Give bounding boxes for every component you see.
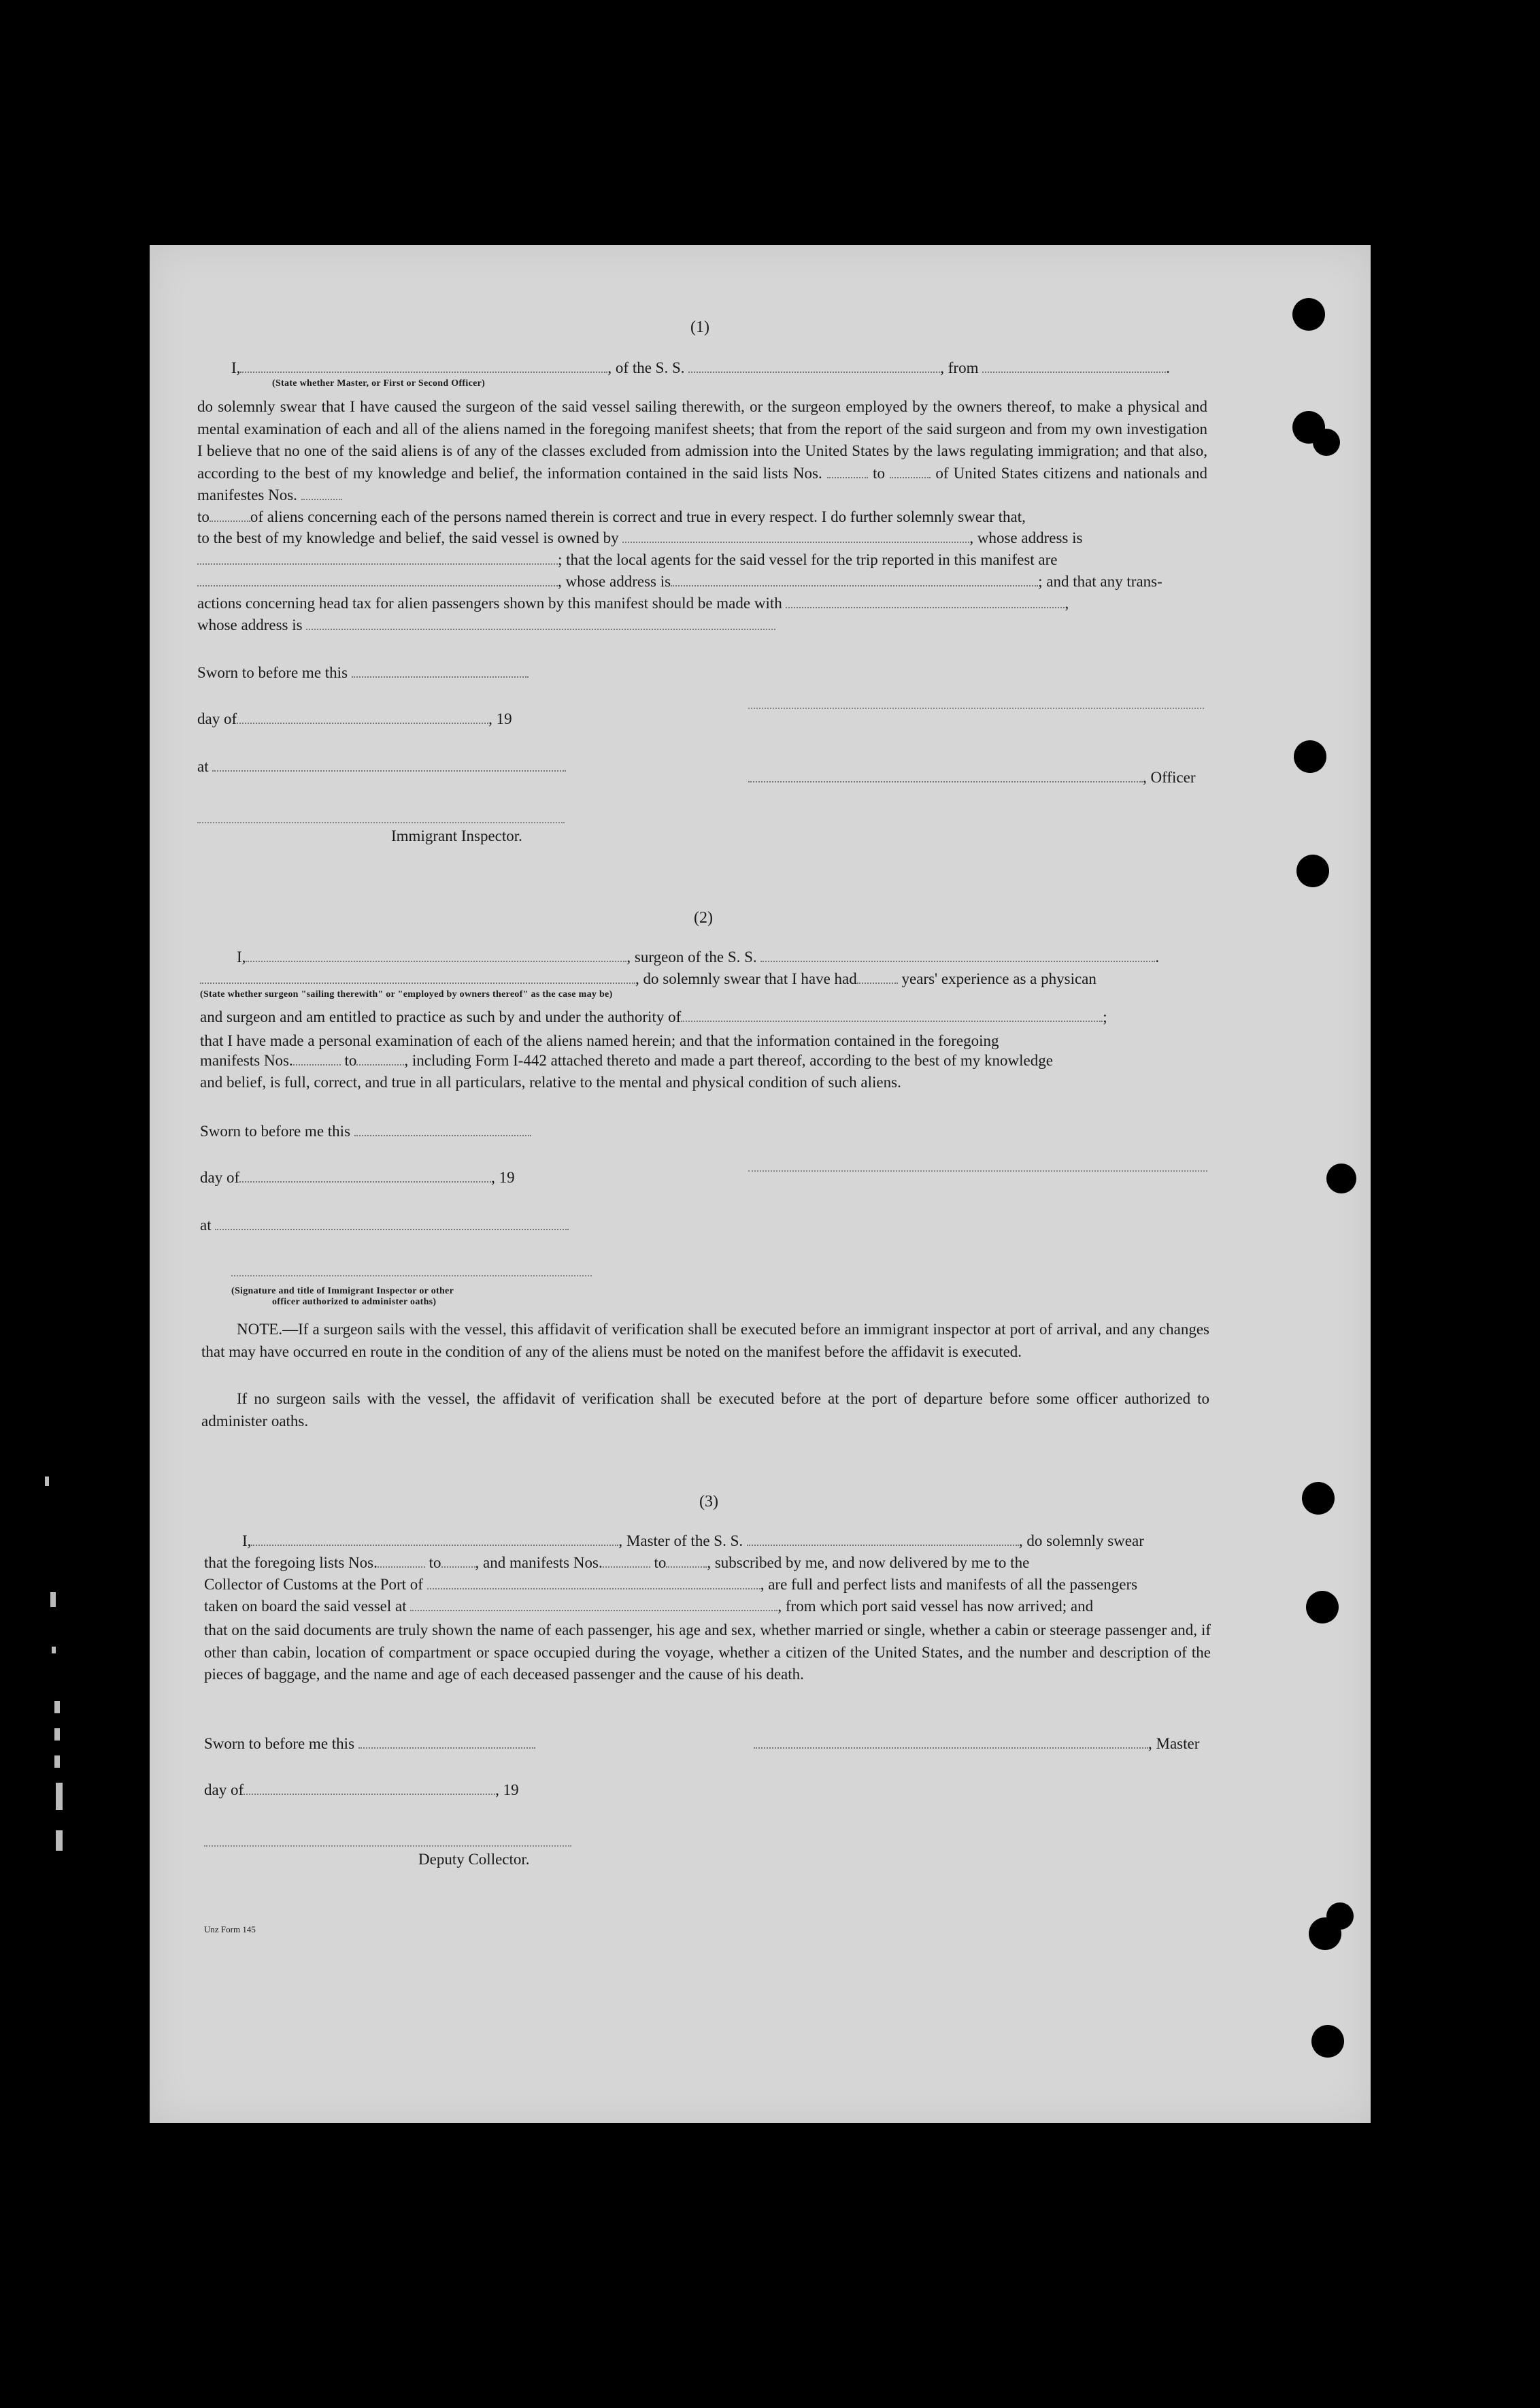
s2-inspector-line xyxy=(231,1275,592,1276)
s2-manifests: manifests Nos. to , including Form I-442 attached thereto and made a part thereof, according to the best of my knowledge xyxy=(200,1052,1053,1069)
s2-at: at xyxy=(200,1217,569,1234)
s1-at: at xyxy=(197,758,566,776)
s1-caption: (State whether Master, or First or Second Officer) xyxy=(272,378,486,389)
s2-sig-line xyxy=(748,1170,1207,1172)
binder-hole-6 xyxy=(1326,1164,1356,1193)
binder-hole-1 xyxy=(1292,298,1325,331)
s3-taken: taken on board the said vessel at , from which port said vessel has now arrived; and xyxy=(204,1598,1094,1615)
binder-hole-11 xyxy=(1311,2025,1344,2058)
s1-sig-line-1 xyxy=(748,708,1204,709)
s1-line1: I, , of the S. S. , from . xyxy=(231,359,1170,376)
s1-owned: to the best of my knowledge and belief, the said vessel is owned by , whose address is xyxy=(197,529,1083,546)
binder-hole-4 xyxy=(1294,740,1326,773)
s1-address3: whose address is xyxy=(197,616,775,634)
s1-inspector: Immigrant Inspector. xyxy=(391,827,522,844)
binder-hole-8 xyxy=(1306,1591,1339,1623)
s2-day: day of , 19 xyxy=(200,1169,515,1186)
s2-sig-caption-2: officer authorized to administer oaths) xyxy=(272,1297,437,1307)
s1-actions: actions concerning head tax for alien passengers shown by this manifest should be made with , xyxy=(197,595,1069,612)
s1-inspector-line xyxy=(197,822,565,823)
s3-deputy: Deputy Collector. xyxy=(418,1851,530,1868)
s1-day: day of , 19 xyxy=(197,710,512,727)
s3-sworn: Sworn to before me this xyxy=(204,1735,535,1753)
s3-para: that on the said documents are truly shown the name of each passenger, his age and sex, whether married or single, whether a cabin or steerage passenger and, if other than cabin, location of compartment or space occupied during the voyage, whether a citizen of the United States, and the number and description of the pieces of baggage, and the name and age of each deceased passenger and the cause of his death. xyxy=(204,1621,1211,1683)
s3-deputy-line xyxy=(204,1845,571,1847)
s3-line1: I, , Master of the S. S. , do solemnly swear xyxy=(242,1532,1144,1549)
binder-hole-10 xyxy=(1326,1902,1354,1930)
form-number: Unz Form 145 xyxy=(204,1924,256,1934)
binder-hole-3 xyxy=(1313,429,1340,456)
s3-collector: Collector of Customs at the Port of , are full and perfect lists and manifests of all the passengers xyxy=(204,1576,1138,1593)
document-sheet xyxy=(150,245,1371,2123)
s2-entitled: and surgeon and am entitled to practice as such by and under the authority of ; xyxy=(200,1008,1107,1025)
s2-para: that I have made a personal examination of each of the aliens named herein; and that the information contained in the foregoing xyxy=(200,1032,999,1049)
s2-belief: and belief, is full, correct, and true in all particulars, relative to the mental and physical condition of such aliens. xyxy=(200,1074,901,1091)
s2-note1: NOTE.—If a surgeon sails with the vessel, this affidavit of verification shall be executed before an immigrant inspector at port of arrival, and any changes that may have occurred en route in the condition of any of the aliens must be noted on the manifest before the affidavit is executed. xyxy=(201,1321,1209,1360)
s2-sig-caption-1: (Signature and title of Immigrant Inspector or other xyxy=(231,1286,454,1296)
section-3-number: (3) xyxy=(699,1493,718,1511)
s3-master: , Master xyxy=(754,1735,1199,1753)
s2-caption: (State whether surgeon "sailing therewith" or "employed by owners thereof" as the case may be) xyxy=(200,989,613,1000)
s2-sworn: Sworn to before me this xyxy=(200,1123,531,1140)
binder-hole-7 xyxy=(1302,1482,1335,1515)
s1-agents: ; that the local agents for the said vessel for the trip reported in this manifest are xyxy=(197,551,1057,569)
s1-sworn: Sworn to before me this xyxy=(197,664,529,682)
s1-paragraph: do solemnly swear that I have caused the surgeon of the said vessel sailing therewith, or the surgeon employed by the owners thereof, to make a physical and mental examination of each and all of the aliens named in the foregoing manifest sheets; that from the report of the said surgeon and from my own investigation I believe that no one of the said aliens is of any of the classes excluded from admission into the United States by the laws regulating immigration; and that also, according to the best of my knowledge and belief, the information contained in the said lists Nos. to of United States citizens and nationals and manifestes Nos. xyxy=(197,398,1208,504)
s2-line2: , do solemnly swear that I have had years' experience as a physican xyxy=(200,970,1097,988)
section-2-number: (2) xyxy=(694,909,713,927)
s1-line-to: to of aliens concerning each of the persons named therein is correct and true in every respect. I do further solemnly swear that, xyxy=(197,508,1026,525)
s3-day: day of , 19 xyxy=(204,1781,519,1798)
s3-lists: that the foregoing lists Nos. to , and manifests Nos. to , subscribed by me, and now delivered by me to the xyxy=(204,1554,1030,1571)
section-1-number: (1) xyxy=(690,318,709,336)
s2-line1: I, , surgeon of the S. S. . xyxy=(237,949,1160,966)
binder-hole-5 xyxy=(1296,855,1329,887)
s1-agents2: , whose address is ; and that any trans- xyxy=(197,573,1162,591)
s1-officer: , Officer xyxy=(748,769,1195,787)
s2-note2: If no surgeon sails with the vessel, the affidavit of verification shall be executed before at the port of departure before some officer authorized to administer oaths. xyxy=(201,1390,1209,1430)
